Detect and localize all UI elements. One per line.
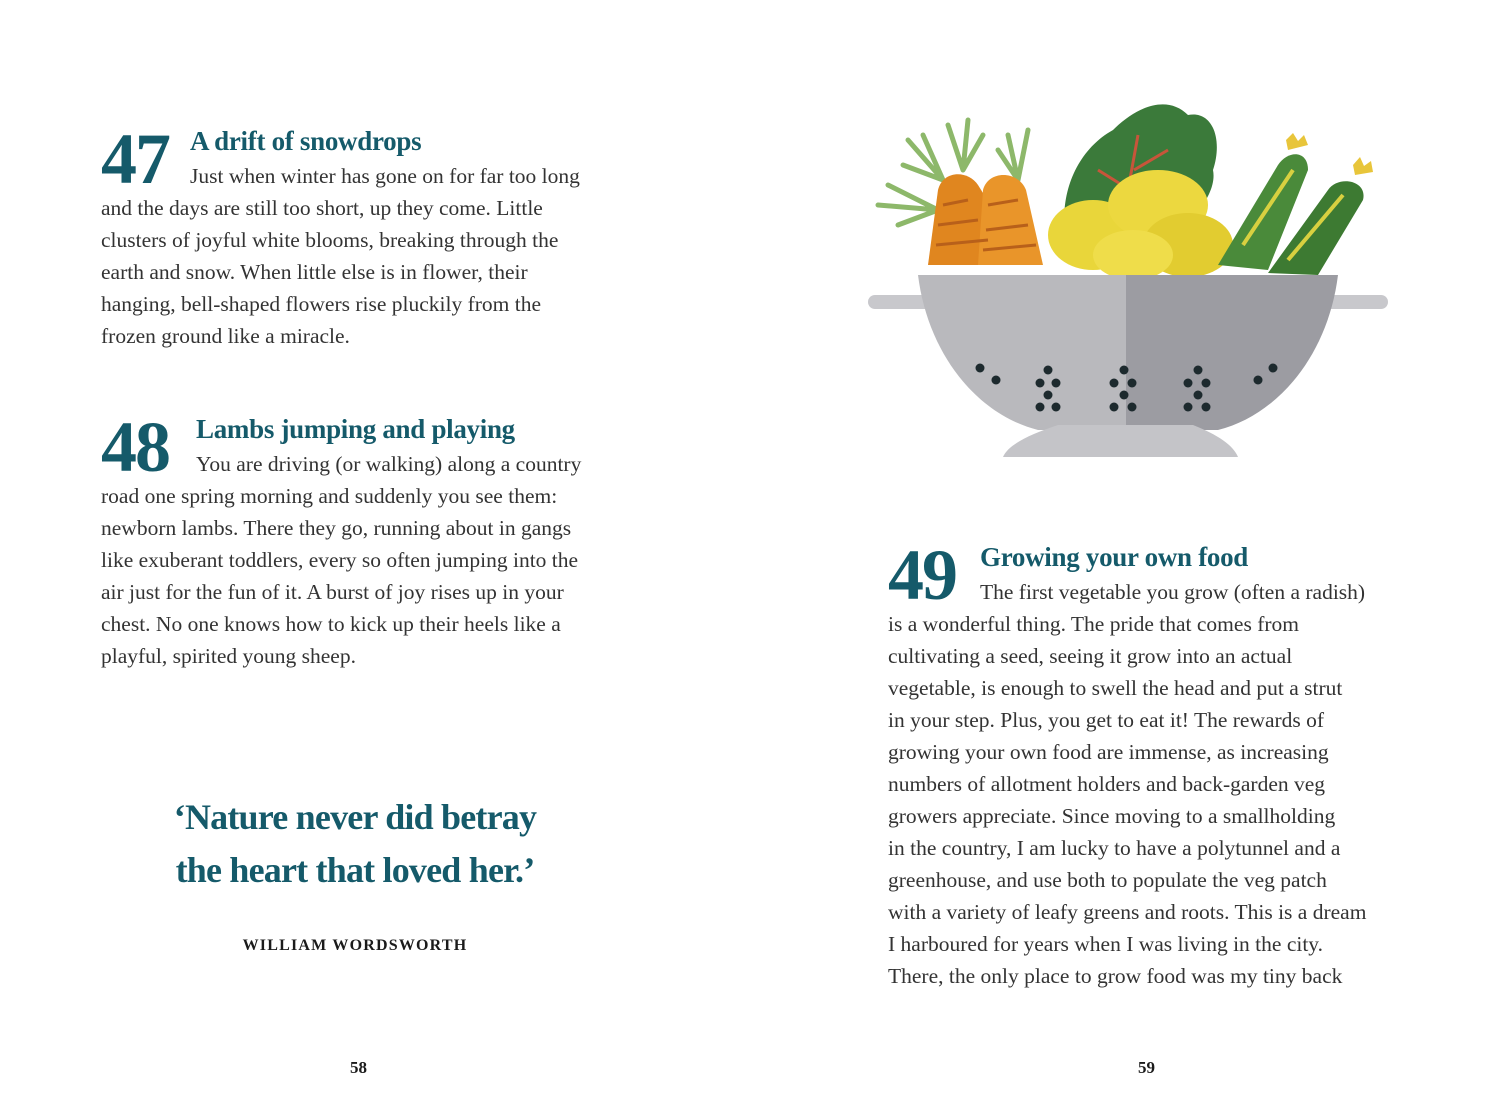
entry-line: road one spring morning and suddenly you see them:	[101, 484, 558, 508]
page-number: 58	[350, 1058, 367, 1077]
colander-bowl-right	[1126, 275, 1338, 430]
entry-title: A drift of snowdrops	[190, 126, 422, 156]
colander-vegetables-illustration	[868, 95, 1388, 465]
cucumbers	[1218, 133, 1373, 275]
entry-line: hanging, bell-shaped flowers rise pluckily from the	[101, 292, 542, 316]
entry-line: newborn lambs. There they go, running about in gangs	[101, 516, 572, 540]
page-number: 59	[1138, 1058, 1155, 1077]
entry-line: I harboured for years when I was living in the city.	[888, 932, 1324, 956]
quote-line: the heart that loved her.’	[175, 850, 535, 890]
carrots	[928, 174, 1043, 265]
entry-line: like exuberant toddlers, every so often jumping into the	[101, 548, 579, 572]
entry-number: 47	[101, 119, 169, 199]
entry-line: cultivating a seed, seeing it grow into an actual	[888, 644, 1293, 668]
entry-line: chest. No one knows how to kick up their heels like a	[101, 612, 561, 636]
entry-line: Just when winter has gone on for far too long	[190, 164, 580, 188]
entry-line: in the country, I am lucky to have a polytunnel and a	[888, 836, 1341, 860]
entry-line: earth and snow. When little else is in flower, their	[101, 260, 528, 284]
entry-line: with a variety of leafy greens and roots. This is a dream	[888, 900, 1367, 924]
entry-49	[888, 535, 1448, 992]
entry-title: Growing your own food	[980, 542, 1248, 572]
entry-line: growing your own food are immense, as increasing	[888, 740, 1329, 764]
entry-47	[101, 119, 621, 356]
quote-line: ‘Nature never did betray	[173, 797, 537, 837]
colander-bowl-left	[918, 275, 1126, 430]
entry-line: There, the only place to grow food was my tiny back	[888, 964, 1343, 988]
entry-line: air just for the fun of it. A burst of joy rises up in your	[101, 580, 564, 604]
entry-48	[101, 407, 631, 674]
entry-line: You are driving (or walking) along a country	[196, 452, 582, 476]
entry-line: growers appreciate. Since moving to a smallholding	[888, 804, 1336, 828]
entry-line: clusters of joyful white blooms, breaking through the	[101, 228, 559, 252]
entry-number: 48	[101, 407, 169, 487]
entry-line: numbers of allotment holders and back-garden veg	[888, 772, 1326, 796]
entry-line: greenhouse, and use both to populate the veg patch	[888, 868, 1327, 892]
entry-title: Lambs jumping and playing	[196, 414, 515, 444]
entry-number: 49	[888, 535, 956, 615]
entry-line: in your step. Plus, you get to eat it! The rewards of	[888, 708, 1325, 732]
entry-line: vegetable, is enough to swell the head and put a strut	[888, 676, 1343, 700]
quote-author: WILLIAM WORDSWORTH	[242, 937, 468, 954]
entry-line: frozen ground like a miracle.	[101, 324, 350, 348]
entry-line: The first vegetable you grow (often a radish)	[980, 580, 1366, 604]
entry-line: is a wonderful thing. The pride that comes from	[888, 612, 1299, 636]
entry-line: playful, spirited young sheep.	[101, 644, 356, 668]
entry-line: and the days are still too short, up they come. Little	[101, 196, 543, 220]
